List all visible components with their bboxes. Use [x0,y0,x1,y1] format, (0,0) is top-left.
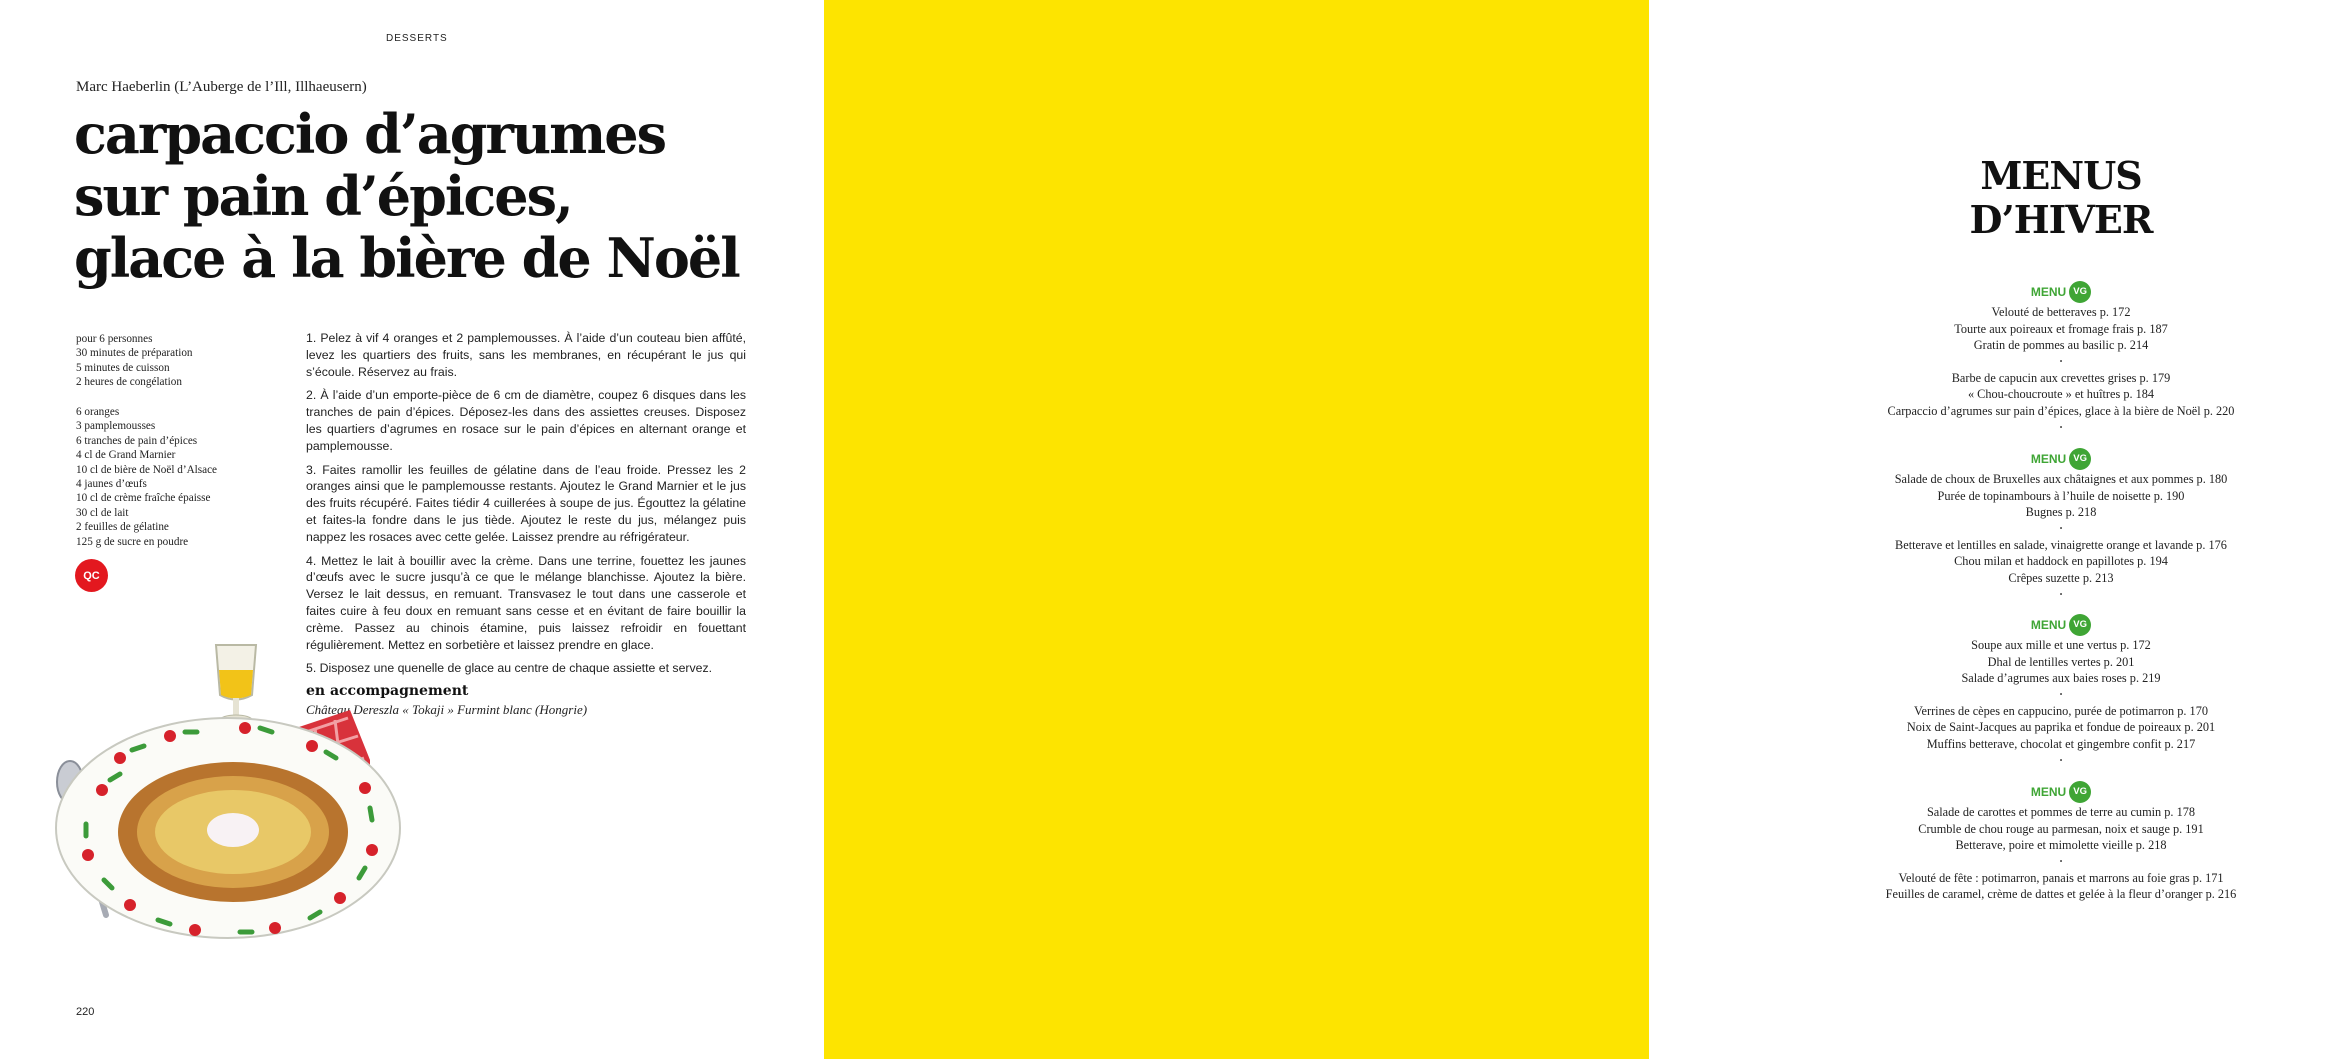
menu-item: Soupe aux mille et une vertus p. 172 [1971,638,2151,652]
ingredient: 6 tranches de pain d’épices [76,434,198,447]
menu-separator: • [2059,523,2063,533]
menu-item: Salade d’agrumes aux baies roses p. 219 [1961,671,2161,686]
ingredient: 30 cl de lait [76,506,129,519]
left-page [0,0,824,1059]
ingredient: 2 feuilles de gélatine [76,521,169,534]
menu-item: Salade de choux de Bruxelles aux châtaignes et aux pommes p. 180 [1894,472,2228,486]
menu-item: Chou milan et haddock en papillotes p. 194 [1954,554,2168,569]
menu-separator: • [2059,689,2063,699]
ingredient: 6 oranges [76,406,120,418]
vg-badge: VG [2069,448,2091,470]
accompaniment-title: en accompagnement [306,683,469,699]
menu-item: Barbe de capucin aux crevettes grises p. 179 [1951,370,2171,385]
ingredient: 125 g de sucre en poudre [76,535,189,548]
recipe-title [74,103,794,289]
menu-heading [1787,613,2335,637]
menu-item: Crumble de chou rouge au parmesan, noix et sauge p. 191 [1918,821,2204,836]
title-line: D’HIVER [1969,197,2153,242]
menu-separator: • [2059,856,2063,866]
recipe-step: 5. Disposez une quenelle de glace au centre de chaque assiette et servez. [306,661,713,676]
menu-item: Verrines de cèpes en cappucino, purée de potimarron p. 170 [1914,703,2208,718]
menu-label: MENU [2030,451,2067,466]
menu-item: Crêpes suzette p. 213 [2008,570,2114,585]
menu-item: Noix de Saint-Jacques au paprika et fondue de poireaux p. 201 [1906,720,2216,735]
menu-item: Carpaccio d’agrumes sur pain d’épices, glace à la bière de Noël p. 220 [1887,403,2235,418]
recipe-step: 2. À l’aide d’un emporte-pièce de 6 cm de diamètre, coupez 6 disques dans les tranches de pain d’épices. Déposez-les dans des assiettes creuses. Disposez les quartiers d’agrumes en rosace sur le pain d’épices en alternant orange et pamplemousse. [306,388,746,453]
menu-separator: • [2059,589,2063,599]
title-line: sur pain d’épices, [74,164,572,228]
meta-cook-time: 5 minutes de cuisson [76,361,170,374]
ingredient: 4 jaunes d’œufs [76,478,147,491]
recipe-steps [306,330,746,684]
menu-item: Feuilles de caramel, crème de dattes et gelée à la fleur d’oranger p. 216 [1885,887,2237,902]
menu-item: Gratin de pommes au basilic p. 214 [1973,338,2149,353]
menu-separator: • [2059,755,2063,765]
ingredient-list [76,405,276,549]
menu-item: Betterave et lentilles en salade, vinaigrette orange et lavande p. 176 [1895,537,2227,552]
qc-badge: QC [75,559,108,592]
recipe-author: Marc Haeberlin (L’Auberge de l’Ill, Illhaeusern) [76,79,367,95]
recipe-step: 4. Mettez le lait à bouillir avec la crème. Dans une terrine, fouettez les jaunes d’œufs avec le sucre jusqu’à ce que le mélange blanchisse. Ajoutez la bière. Versez le lait dessus, en remuant. Transvasez le tout dans une casserole et faites cuire à feu doux en remuant sans cesse et en évitant de faire bouillir la crème. Passez au chinois étamine, puis laissez refroidir en fouettant régulièrement. Mettez en sorbetière et laissez prendre en glace. [306,553,746,652]
menu-block-3 [1787,613,2335,769]
menu-block-4 [1787,780,2335,903]
menu-label: MENU [2030,284,2067,299]
menu-separator: • [2059,422,2063,432]
menu-item: Velouté de betteraves p. 172 [1991,305,2131,319]
ingredient: 10 cl de bière de Noël d’Alsace [76,463,218,476]
menu-item: Salade de carottes et pommes de terre au cumin p. 178 [1926,805,2196,819]
meta-prep-time: 30 minutes de préparation [76,347,193,360]
menu-card-title [1787,154,2335,242]
menu-heading [1787,447,2335,471]
meta-freeze-time: 2 heures de congélation [76,376,182,389]
menu-label: MENU [2030,784,2067,799]
vg-badge: VG [2069,614,2091,636]
title-line: glace à la bière de Noël [74,226,739,290]
accompaniment-wine: Château Dereszla « Tokaji » Furmint blanc (Hongrie) [306,702,588,717]
vg-badge: VG [2069,281,2091,303]
menu-heading [1787,780,2335,804]
title-line: MENUS [1980,153,2142,198]
recipe-meta [76,332,266,390]
right-page [824,0,2237,1059]
ingredient: 10 cl de crème fraîche épaisse [76,492,211,505]
menu-item: Velouté de fête : potimarron, panais et marrons au foie gras p. 171 [1898,870,2224,885]
menu-label: MENU [2030,617,2067,632]
meta-servings: pour 6 personnes [76,333,153,345]
menu-block-1 [1787,280,2335,436]
ingredient: 3 pamplemousses [76,420,156,433]
menu-item: « Chou-choucroute » et huîtres p. 184 [1967,387,2155,402]
menu-separator: • [2059,356,2063,366]
menu-card [1787,76,2335,984]
menu-item: Purée de topinambours à l’huile de noisette p. 190 [1937,488,2185,503]
menu-item: Betterave, poire et mimolette vieille p. 218 [1955,838,2167,853]
menu-block-2 [1787,447,2335,603]
menu-item: Muffins betterave, chocolat et gingembre confit p. 217 [1926,736,2196,751]
section-label: DESSERTS [386,33,448,44]
recipe-step: 3. Faites ramollir les feuilles de gélatine dans de l’eau froide. Pressez les 2 oranges ainsi que le pamplemousse restants. Ajoutez le Grand Marnier et le jus des fruits récupéré. Faites tiédir 4 cuillerées à soupe de jus. Égouttez la gélatine et faites-la fondre dans le jus tiède. Ajoutez le reste du jus, mélangez puis nappez les rosaces avec cette gelée. Laissez prendre au réfrigérateur. [306,462,746,544]
menu-heading [1787,280,2335,304]
dessert-plate-illustration [20,640,440,970]
title-line: carpaccio d’agrumes [74,102,666,166]
page-number: 220 [76,1006,95,1018]
menu-item: Bugnes p. 218 [2025,505,2097,520]
menu-item: Dhal de lentilles vertes p. 201 [1987,654,2135,669]
ingredient: 4 cl de Grand Marnier [76,449,176,462]
vg-badge: VG [2069,781,2091,803]
menu-item: Tourte aux poireaux et fromage frais p. 187 [1954,321,2168,336]
recipe-step: 1. Pelez à vif 4 oranges et 2 pamplemousses. À l’aide d’un couteau bien affûté, levez les quartiers des fruits, sans les membranes, en récupérant le jus qui s’écoule. Réservez au frais. [306,331,746,379]
